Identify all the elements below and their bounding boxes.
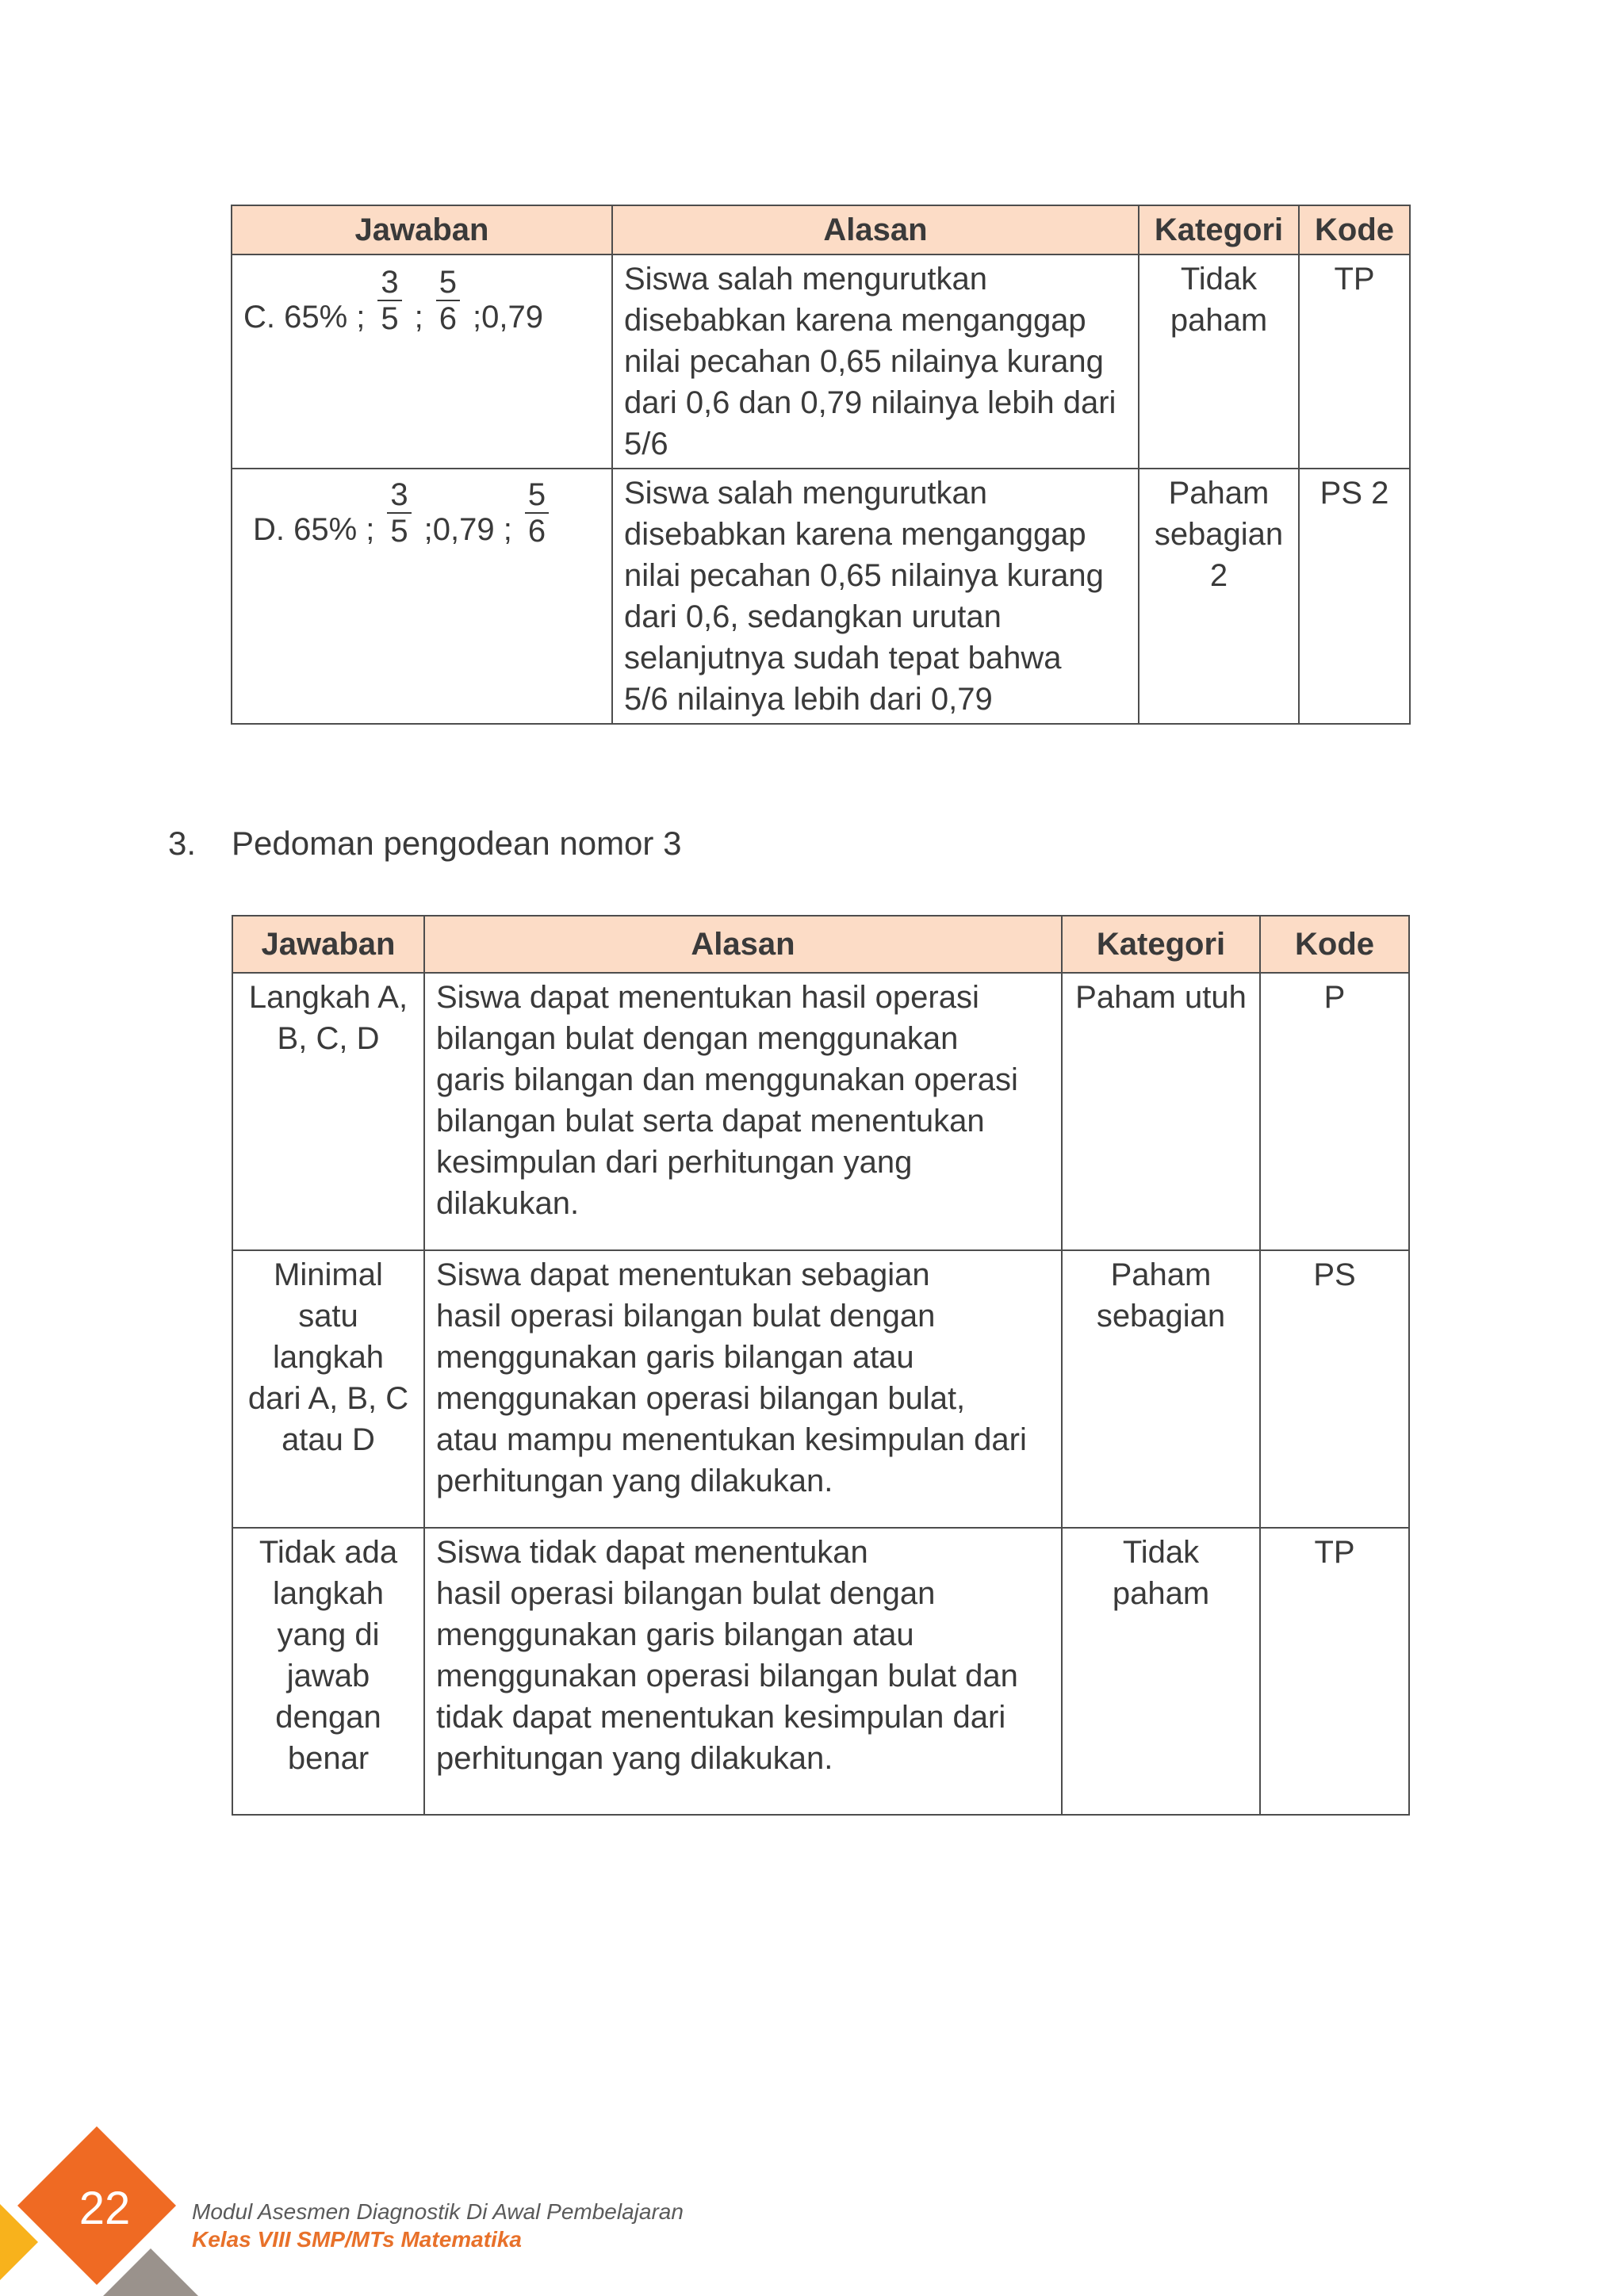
answer-line: Langkah A, — [248, 980, 408, 1015]
answer-cell — [232, 469, 612, 724]
option-label: C. — [243, 300, 275, 335]
reason-line: tidak dapat menentukan kesimpulan dari — [436, 1700, 1006, 1735]
answer-option-d — [243, 473, 600, 550]
footer-class-subject: Kelas VIII SMP/MTs Matematika — [192, 2227, 522, 2252]
answer-cell — [232, 973, 424, 1250]
numerator: 3 — [377, 265, 401, 301]
answer-text: ;0,79 ; — [423, 512, 512, 547]
answer-line: langkah — [272, 1576, 385, 1611]
reason-line: dilakukan. — [436, 1186, 580, 1221]
header-kode: Kode — [1260, 916, 1409, 973]
reason-line: bilangan bulat dengan menggunakan — [436, 1021, 959, 1056]
table-row — [232, 1528, 1409, 1815]
table-row — [232, 1250, 1409, 1528]
category-cell — [1062, 1528, 1260, 1815]
header-jawaban: Jawaban — [232, 205, 612, 254]
reason-line: nilai pecahan 0,65 nilainya kurang — [624, 344, 1104, 379]
reason-line: kesimpulan dari perhitungan yang — [436, 1145, 913, 1180]
denominator: 5 — [390, 514, 408, 549]
reason-line: disebabkan karena menganggap — [624, 303, 1086, 338]
answer-option-c — [243, 258, 600, 338]
reason-line: bilangan bulat serta dapat menentukan — [436, 1104, 985, 1138]
fraction — [377, 265, 401, 336]
category-line: 2 — [1209, 558, 1228, 593]
denominator: 6 — [439, 301, 458, 336]
reason-line: menggunakan operasi bilangan bulat, — [436, 1381, 966, 1416]
reason-line: disebabkan karena menganggap — [624, 517, 1086, 552]
numerator: 3 — [387, 477, 411, 514]
denominator: 6 — [527, 514, 546, 549]
fraction — [436, 265, 460, 336]
category-line: paham — [1112, 1576, 1210, 1611]
reason-line: 5/6 nilainya lebih dari 0,79 — [624, 682, 993, 717]
reason-cell — [424, 1528, 1062, 1815]
code-cell: P — [1260, 973, 1409, 1250]
reason-line: menggunakan garis bilangan atau — [436, 1617, 914, 1652]
answer-line: satu — [298, 1299, 358, 1334]
reason-line: perhitungan yang dilakukan. — [436, 1741, 833, 1776]
header-jawaban: Jawaban — [232, 916, 424, 973]
reason-line: selanjutnya sudah tepat bahwa — [624, 641, 1062, 675]
denominator: 5 — [381, 301, 399, 336]
answer-cell — [232, 1528, 424, 1815]
reason-line: garis bilangan dan menggunakan operasi — [436, 1062, 1018, 1097]
category-line: sebagian — [1096, 1299, 1226, 1334]
reason-cell — [424, 1250, 1062, 1528]
header-kategori: Kategori — [1062, 916, 1260, 973]
header-alasan: Alasan — [612, 205, 1139, 254]
reason-line: dari 0,6 dan 0,79 nilainya lebih dari — [624, 385, 1116, 420]
answer-text: 65% ; — [293, 512, 375, 547]
reason-line: Siswa salah mengurutkan — [624, 262, 988, 297]
answer-line: atau D — [282, 1422, 375, 1457]
code-cell: TP — [1260, 1528, 1409, 1815]
category-cell — [1062, 973, 1260, 1250]
reason-line: 5/6 — [624, 427, 668, 461]
answer-text: 65% ; — [284, 300, 366, 335]
reason-line: nilai pecahan 0,65 nilainya kurang — [624, 558, 1104, 593]
fraction — [525, 477, 549, 549]
table-row — [232, 254, 1410, 469]
coding-table-2-continued — [231, 205, 1411, 725]
table-header-row — [232, 205, 1410, 254]
reason-cell — [424, 973, 1062, 1250]
code-cell: PS — [1260, 1250, 1409, 1528]
reason-line: Siswa salah mengurutkan — [624, 476, 988, 511]
reason-line: Siswa dapat menentukan sebagian — [436, 1257, 930, 1292]
answer-line: Minimal — [274, 1257, 383, 1292]
answer-text: ;0,79 — [473, 300, 544, 335]
reason-cell — [612, 254, 1139, 469]
reason-line: hasil operasi bilangan bulat dengan — [436, 1576, 936, 1611]
table-header-row — [232, 916, 1409, 973]
answer-line: B, C, D — [277, 1021, 380, 1056]
fraction — [387, 477, 411, 549]
code-cell: TP — [1299, 254, 1410, 469]
table-row — [232, 469, 1410, 724]
code-cell: PS 2 — [1299, 469, 1410, 724]
header-kode: Kode — [1299, 205, 1410, 254]
option-label: D. — [253, 512, 285, 547]
section-title: Pedoman pengodean nomor 3 — [232, 825, 682, 862]
category-line: sebagian — [1154, 517, 1284, 552]
category-cell — [1139, 254, 1299, 469]
header-kategori: Kategori — [1139, 205, 1299, 254]
answer-line: jawab — [286, 1659, 370, 1693]
answer-line: dengan — [275, 1700, 381, 1735]
answer-line: yang di — [277, 1617, 380, 1652]
reason-line: Siswa dapat menentukan hasil operasi — [436, 980, 979, 1015]
reason-line: atau mampu menentukan kesimpulan dari — [436, 1422, 1027, 1457]
page-number: 22 — [79, 2183, 131, 2234]
category-line: Paham — [1110, 1257, 1212, 1292]
numerator: 5 — [436, 265, 460, 301]
answer-cell — [232, 1250, 424, 1528]
coding-table-3 — [232, 915, 1410, 1816]
category-line: Paham — [1168, 476, 1270, 511]
footer-module-title: Modul Asesmen Diagnostik Di Awal Pembelajaran — [192, 2199, 684, 2224]
section-heading — [168, 825, 681, 863]
answer-cell — [232, 254, 612, 469]
section-number: 3. — [168, 825, 197, 862]
category-line: Tidak — [1122, 1535, 1200, 1570]
answer-text: ; — [414, 300, 423, 335]
numerator: 5 — [525, 477, 549, 514]
answer-line: benar — [287, 1741, 370, 1776]
reason-line: dari 0,6, sedangkan urutan — [624, 599, 1002, 634]
reason-cell — [612, 469, 1139, 724]
table-row — [232, 973, 1409, 1250]
answer-line: langkah — [272, 1340, 385, 1375]
answer-line: Tidak ada — [259, 1535, 398, 1570]
category-line: paham — [1170, 303, 1268, 338]
category-line: Tidak — [1180, 262, 1258, 297]
reason-line: hasil operasi bilangan bulat dengan — [436, 1299, 936, 1334]
reason-line: Siswa tidak dapat menentukan — [436, 1535, 868, 1570]
category-cell — [1062, 1250, 1260, 1528]
reason-line: menggunakan operasi bilangan bulat dan — [436, 1659, 1018, 1693]
category-cell — [1139, 469, 1299, 724]
header-alasan: Alasan — [424, 916, 1062, 973]
reason-line: menggunakan garis bilangan atau — [436, 1340, 914, 1375]
answer-line: dari A, B, C — [247, 1381, 409, 1416]
reason-line: perhitungan yang dilakukan. — [436, 1464, 833, 1498]
category-line: Paham utuh — [1075, 980, 1247, 1015]
footer-text — [192, 2198, 684, 2253]
